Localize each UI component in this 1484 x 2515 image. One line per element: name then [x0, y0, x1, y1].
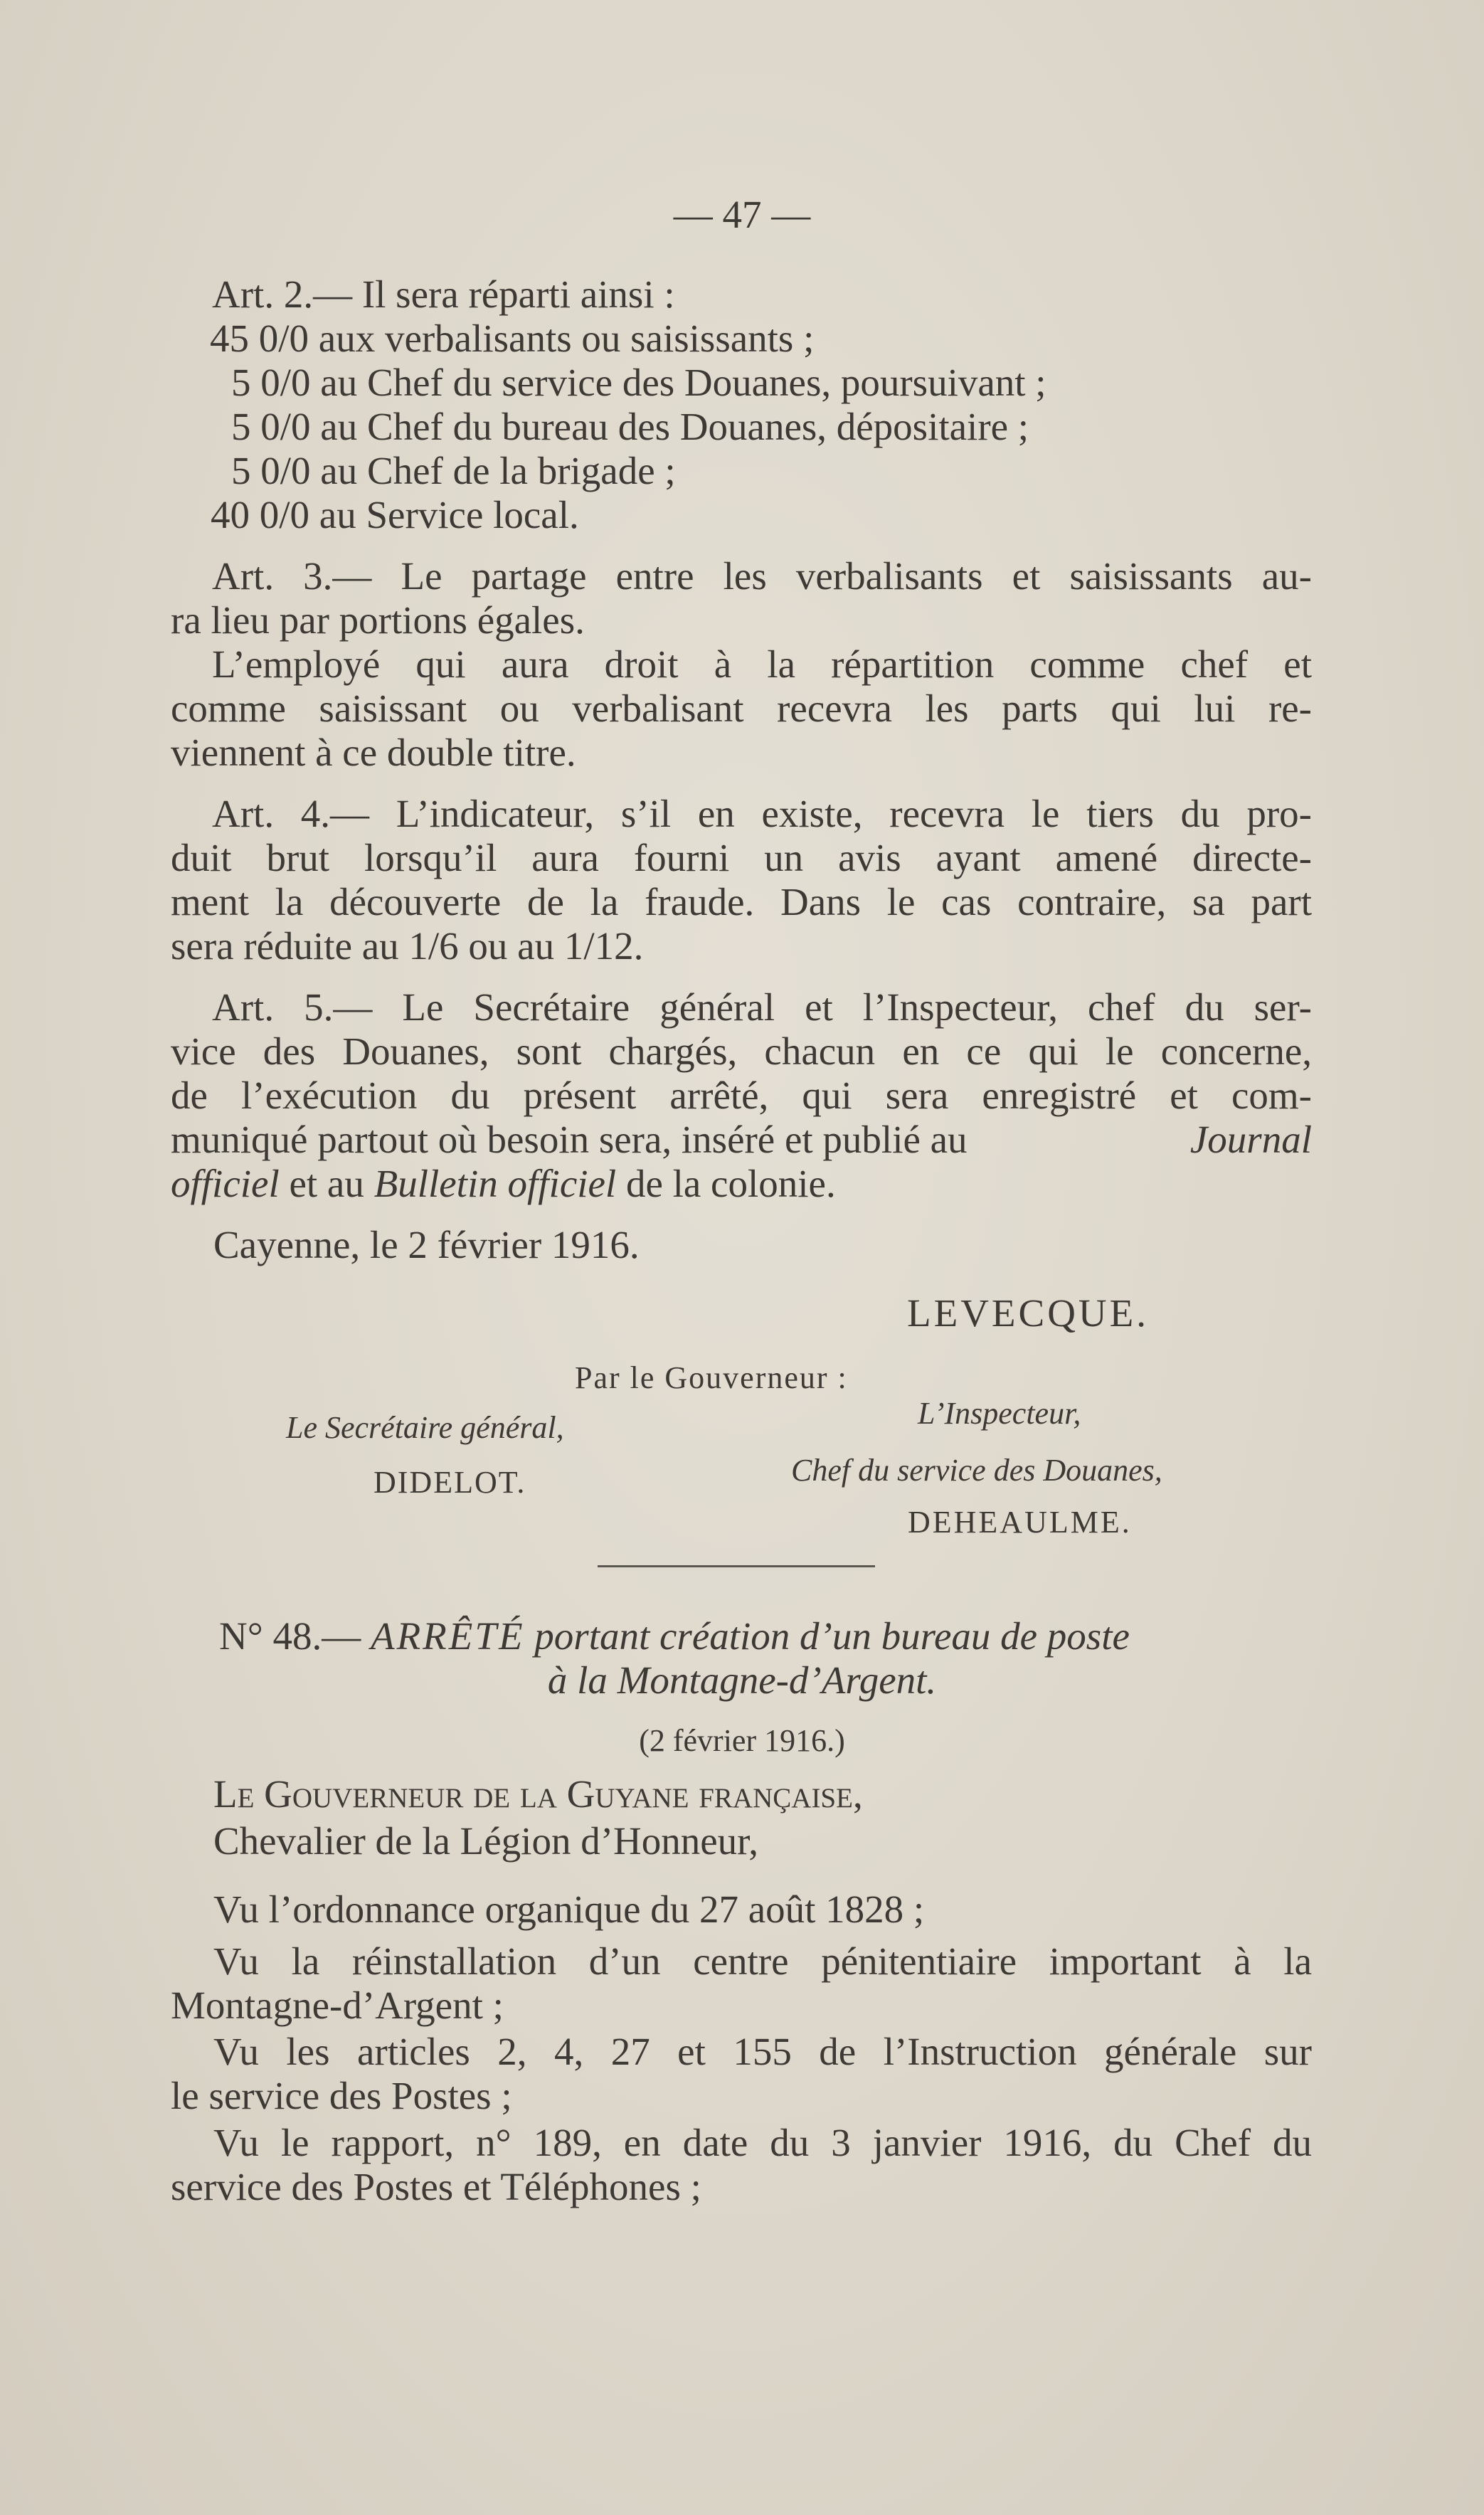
bulletin-label: Bulletin officiel	[373, 1162, 617, 1205]
vu-line: Montagne-d’Argent ;	[171, 1984, 504, 2027]
art5-line: Art. 5.— Le Secrétaire général et l’Inspecteur, chef du ser-	[212, 985, 1312, 1029]
inspecteur-name: DEHEAULME.	[908, 1505, 1132, 1540]
par-le-gouverneur: Par le Gouverneur :	[575, 1360, 848, 1395]
vu-line: Vu l’ordonnance organique du 27 août 1828 ;	[213, 1887, 925, 1931]
decree-number: N° 48.—	[219, 1614, 361, 1658]
art2-intro: Art. 2.— Il sera réparti ainsi :	[212, 272, 675, 316]
chevalier-line: Chevalier de la Légion d’Honneur,	[213, 1819, 758, 1863]
vu-line: le service des Postes ;	[171, 2074, 512, 2117]
vu-line: service des Postes et Téléphones ;	[171, 2165, 701, 2208]
officiel-label: officiel	[171, 1162, 280, 1205]
decree-heading	[219, 1614, 1130, 1659]
inspecteur-subtitle: Chef du service des Douanes,	[791, 1453, 1162, 1488]
secretaire-name: DIDELOT.	[373, 1465, 526, 1500]
vu-line: Vu les articles 2, 4, 27 et 155 de l’Instruction générale sur	[213, 2030, 1312, 2073]
art5-line	[171, 1117, 1312, 1163]
art5-line-text: muniqué partout où besoin sera, inséré et publié au	[171, 1118, 968, 1161]
art4-line: sera réduite au 1/6 ou au 1/12.	[171, 924, 644, 968]
art2-item: 45 0/0 aux verbalisants ou saisissants ;	[210, 317, 815, 360]
art3-line: Art. 3.— Le partage entre les verbalisants et saisissants au-	[212, 554, 1312, 598]
page-number: — 47 —	[673, 193, 811, 236]
art2-item: 5 0/0 au Chef du service des Douanes, poursuivant ;	[231, 361, 1046, 404]
date-place: Cayenne, le 2 février 1916.	[213, 1223, 640, 1266]
art5-line: de l’exécution du présent arrêté, qui sera enregistré et com-	[171, 1074, 1312, 1117]
governor-line: Le Gouverneur de la Guyane française,	[213, 1772, 863, 1816]
inspecteur-title: L’Inspecteur,	[918, 1396, 1081, 1431]
art2-item: 5 0/0 au Chef du bureau des Douanes, dépositaire ;	[231, 405, 1029, 448]
divider	[598, 1565, 875, 1567]
art3-para2-line: viennent à ce double titre.	[171, 731, 576, 774]
governor-signature: LEVECQUE.	[907, 1291, 1149, 1335]
decree-date: (2 février 1916.)	[639, 1723, 845, 1758]
decree-title-line2: à la Montagne-d’Argent.	[547, 1658, 937, 1702]
art2-item: 5 0/0 au Chef de la brigade ;	[231, 449, 676, 492]
art3-para2-line: comme saisissant ou verbalisant recevra les parts qui lui re-	[171, 687, 1312, 730]
art4-line: ment la découverte de la fraude. Dans le cas contraire, sa part	[171, 880, 1312, 923]
secretaire-title: Le Secrétaire général,	[286, 1410, 564, 1445]
vu-line: Vu la réinstallation d’un centre pénitentiaire important à la	[213, 1939, 1312, 1983]
art4-line: duit brut lorsqu’il aura fourni un avis ayant amené directe-	[171, 836, 1312, 879]
art3-line: ra lieu par portions égales.	[171, 598, 585, 642]
art5-line: vice des Douanes, sont chargés, chacun en ce qui le concerne,	[171, 1029, 1312, 1073]
decree-title-arrete: ARRÊTÉ	[370, 1614, 525, 1658]
vu-line: Vu le rapport, n° 189, en date du 3 janvier 1916, du Chef du	[213, 2121, 1312, 2164]
text: et au	[279, 1162, 374, 1205]
art2-item: 40 0/0 au Service local.	[211, 493, 579, 536]
text: de la colonie.	[616, 1162, 836, 1205]
art3-para2-line: L’employé qui aura droit à la répartition comme chef et	[212, 642, 1312, 686]
journal-label: Journal	[1189, 1118, 1312, 1161]
decree-title: portant création d’un bureau de poste	[534, 1614, 1130, 1658]
art5-last-line	[171, 1161, 836, 1207]
art4-line: Art. 4.— L’indicateur, s’il en existe, recevra le tiers du pro-	[212, 792, 1312, 835]
